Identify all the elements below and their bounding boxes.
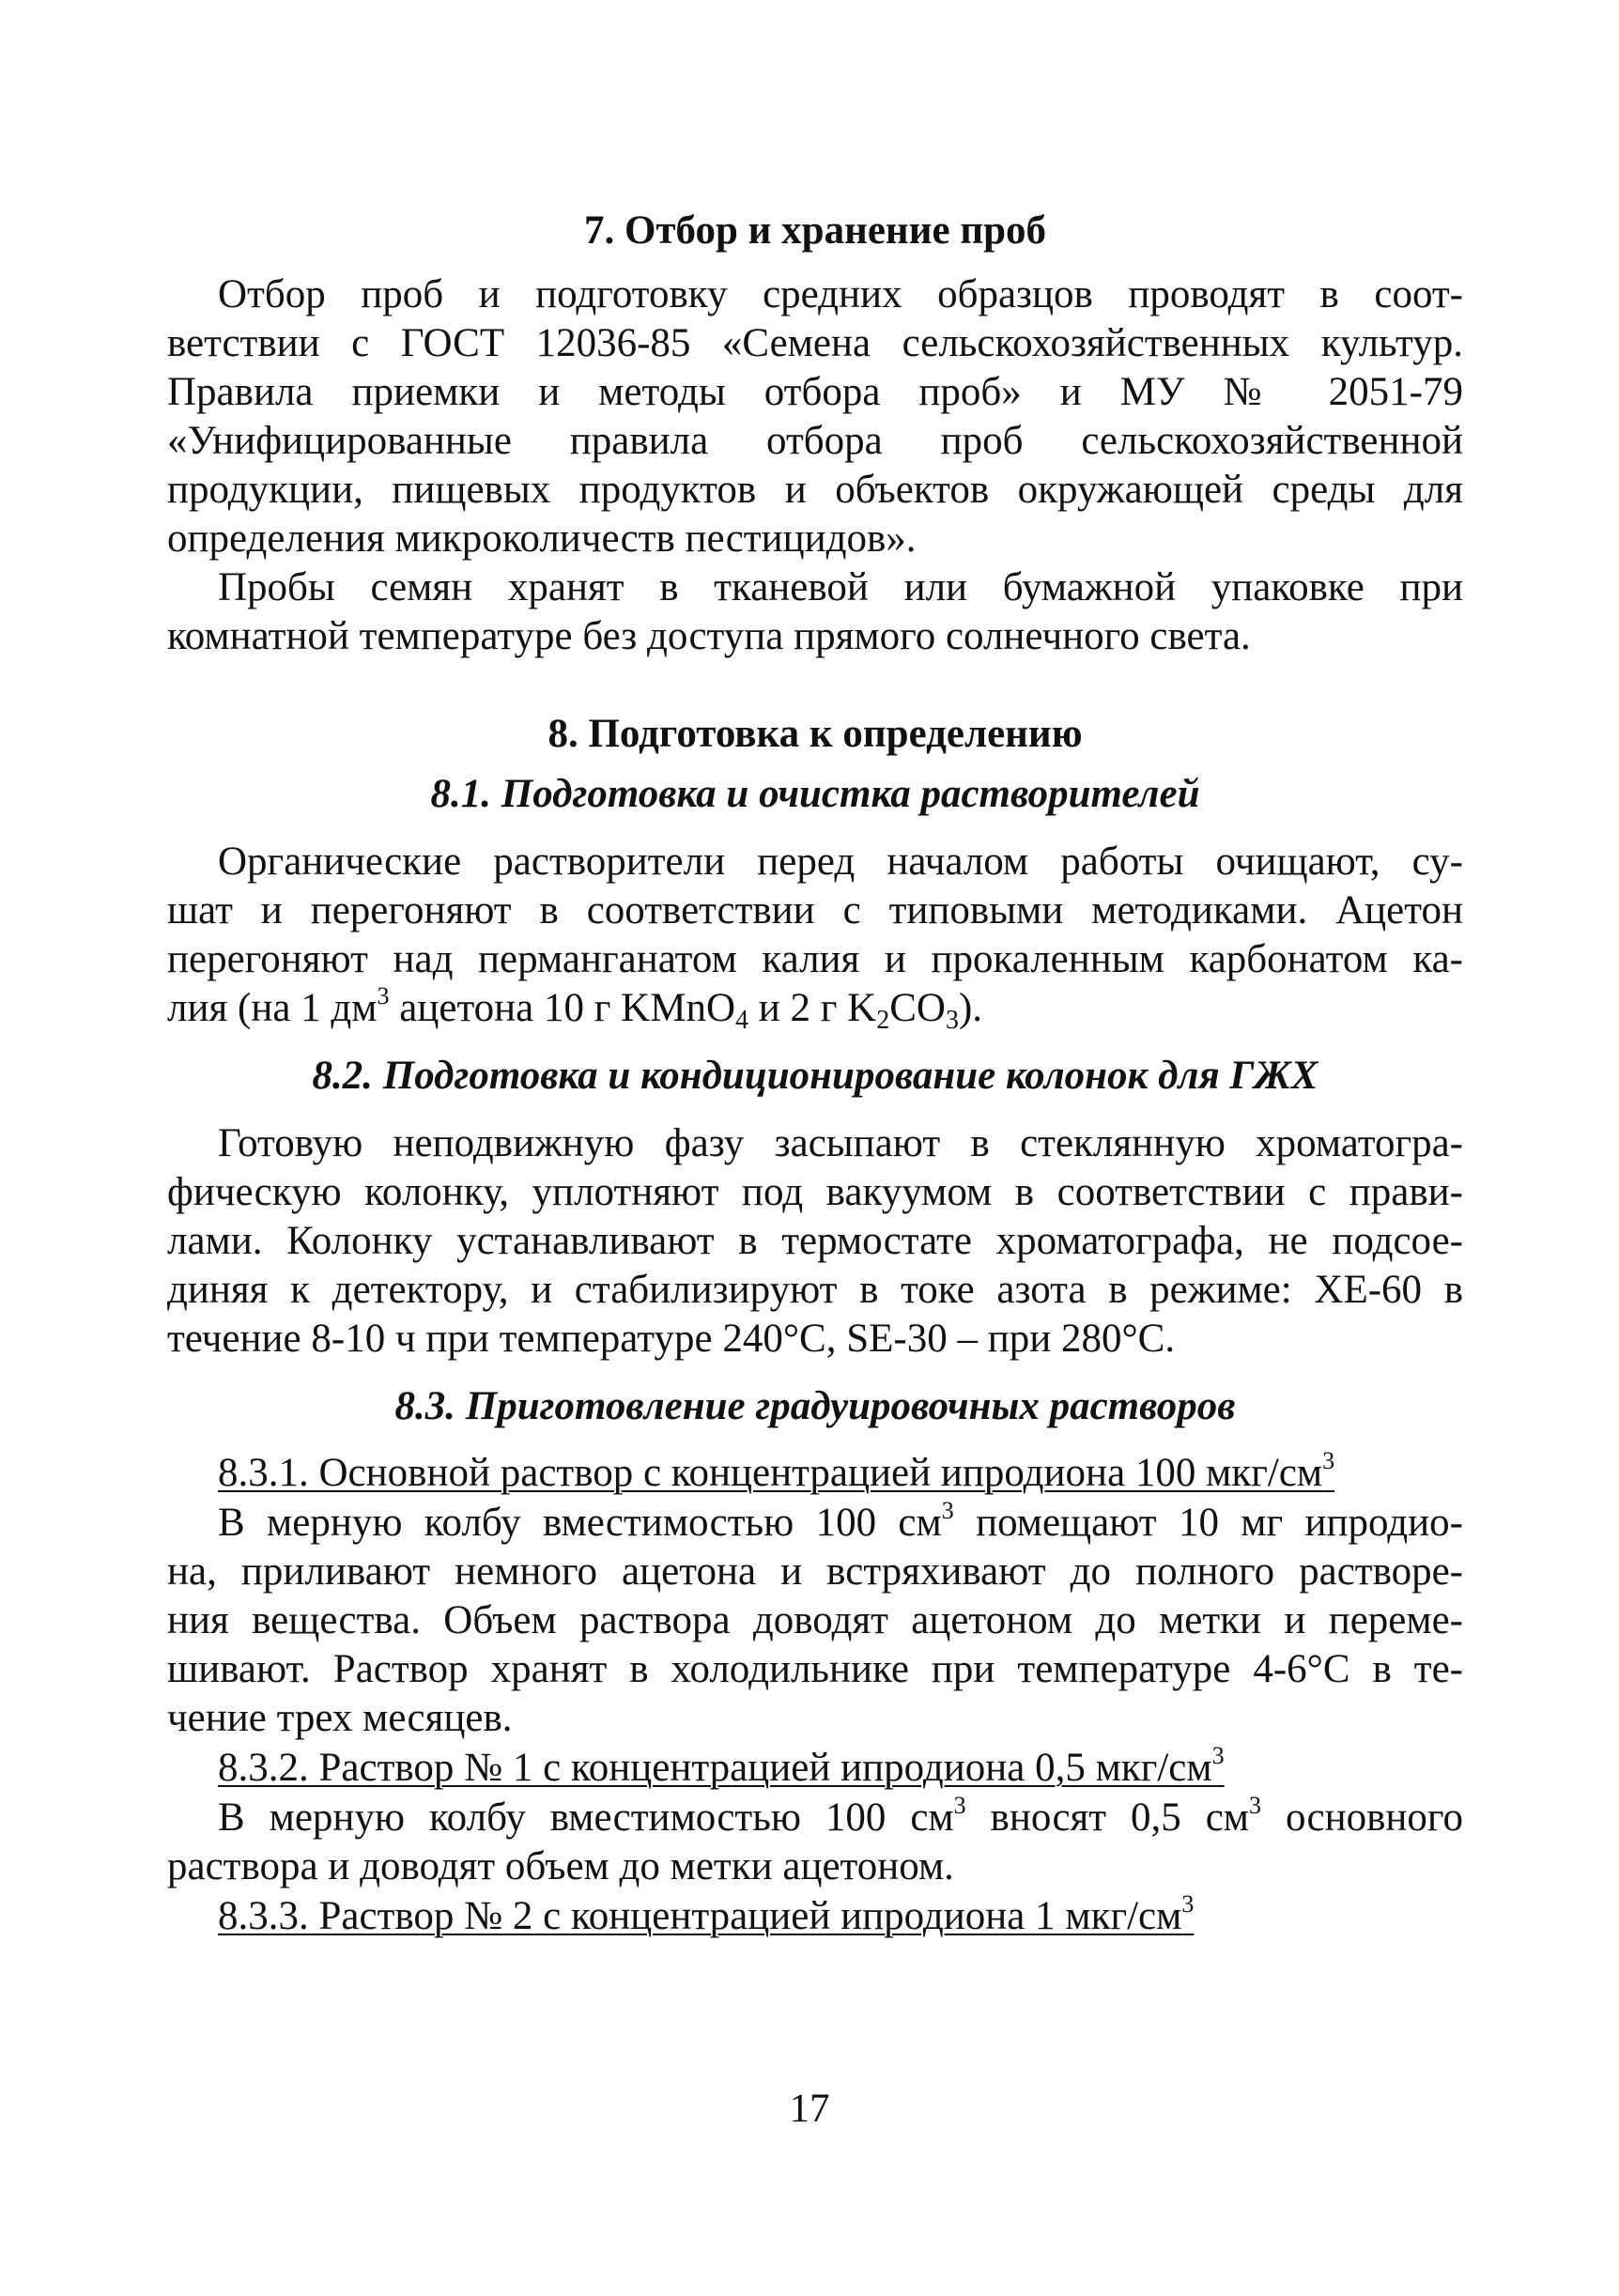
title-text: 8.3.1. Основной раствор с концентрацией ипродиона 100 мкг/см [218,1451,1323,1495]
subsection-8-1-paragraph [167,838,1463,1033]
underlined-title [218,1447,1335,1495]
subscript: 3 [945,1006,959,1035]
section-8-heading: 8. Подготовка к определению [547,712,1083,756]
item-8-3-2-title [167,1743,1463,1794]
text-run: помещают 10 мг ипродио- [953,1501,1463,1545]
underlined-title [218,1742,1225,1790]
subsection-8-2-heading: 8.2. Подготовка и кондиционирование колонок для ГЖХ [312,1054,1318,1098]
title-text: 8.3.2. Раствор № 1 с концентрацией ипродиона 0,5 мкг/см [218,1746,1212,1790]
paragraph-line [167,1794,1463,1842]
superscript: 3 [1181,1890,1195,1918]
paragraph-line: раствора и доводят объем до метки ацетоном. [167,1844,954,1888]
text-run: основного [1261,1795,1463,1840]
paragraph-line: Органические растворители перед началом работы очищают, су- [218,840,1463,884]
superscript: 3 [1211,1742,1225,1769]
paragraph-line: диняя к детектору, и стабилизируют в токе азота в режиме: XE-60 в [167,1268,1463,1312]
paragraph-line: чение трех месяцев. [167,1696,513,1740]
page-number: 17 [789,2087,830,2131]
item-8-3-1-title [167,1448,1463,1499]
superscript: 3 [1249,1792,1262,1819]
text-run: и 2 г K [748,986,877,1030]
paragraph-line [167,1499,1463,1548]
paragraph-line: шат и перегоняют в соответствии с типовыми методиками. Ацетон [167,888,1463,932]
paragraph-line: определения микроколичеств пестицидов». [167,516,917,561]
paragraph-line: комнатной температуре без доступа прямого солнечного света. [167,614,1251,658]
paragraph-line: течение 8-10 ч при температуре 240°С, SE-30 – при 280°С. [167,1317,1176,1361]
subscript: 2 [876,1006,890,1035]
paragraph-line: шивают. Раствор хранят в холодильнике при температуре 4-6°С в те- [167,1647,1463,1691]
paragraph-line: продукции, пищевых продуктов и объектов окружающей среды для [167,468,1463,512]
section-7-paragraph-2 [167,563,1463,661]
superscript: 3 [953,1792,966,1819]
subsection-8-3-heading: 8.3. Приготовление градуировочных растворов [394,1384,1236,1428]
text-run: ацетона 10 г KMnO [389,986,735,1030]
paragraph-line: лами. Колонку устанавливают в термостате хроматографа, не подсое- [167,1219,1463,1263]
text-run: В мерную колбу вместимостью 100 см [218,1501,942,1545]
page-content [167,205,1463,1942]
paragraph-line: ветствии с ГОСТ 12036-85 «Семена сельскохозяйственных культур. [167,321,1463,365]
text-run: вносят 0,5 см [965,1795,1250,1840]
superscript: 3 [1322,1447,1335,1474]
text-run: лия (на 1 дм [167,986,378,1030]
paragraph-line [167,984,1463,1033]
paragraph-line: Готовую неподвижную фазу засыпают в стеклянную хроматогра- [218,1121,1463,1165]
subsection-8-1-heading: 8.1. Подготовка и очистка растворителей [430,772,1200,816]
text-run: В мерную колбу вместимостью 100 см [218,1795,954,1840]
subscript: 4 [735,1006,748,1035]
superscript: 3 [941,1497,954,1524]
paragraph-line: перегоняют над перманганатом калия и прокаленным карбонатом ка- [167,937,1463,981]
paragraph-line: фическую колонку, уплотняют под вакуумом в соответствии с прави- [167,1170,1463,1214]
subsection-8-2-paragraph [167,1119,1463,1364]
item-8-3-3-title [167,1891,1463,1942]
section-7-paragraph-1 [167,270,1463,563]
paragraph-line: Пробы семян хранят в тканевой или бумажной упаковке при [218,565,1463,609]
paragraph-line: Отбор проб и подготовку средних образцов проводят в соот- [218,272,1463,316]
paragraph-line: Правила приемки и методы отбора проб» и МУ № 2051-79 [167,370,1463,414]
paragraph-line: ния вещества. Объем раствора доводят ацетоном до метки и переме- [167,1598,1463,1642]
text-run: ). [958,986,983,1030]
superscript: 3 [377,982,390,1009]
paragraph-line: «Унифицированные правила отбора проб сельскохозяйственной [167,419,1463,463]
item-8-3-1-paragraph [167,1499,1463,1743]
paragraph-line: на, приливают немного ацетона и встряхивают до полного растворе- [167,1549,1463,1594]
section-7-heading: 7. Отбор и хранение проб [583,208,1047,253]
underlined-title [218,1890,1195,1938]
text-run: CO [889,986,946,1030]
title-text: 8.3.3. Раствор № 2 с концентрацией ипродиона 1 мкг/см [218,1894,1182,1938]
item-8-3-2-paragraph [167,1794,1463,1891]
